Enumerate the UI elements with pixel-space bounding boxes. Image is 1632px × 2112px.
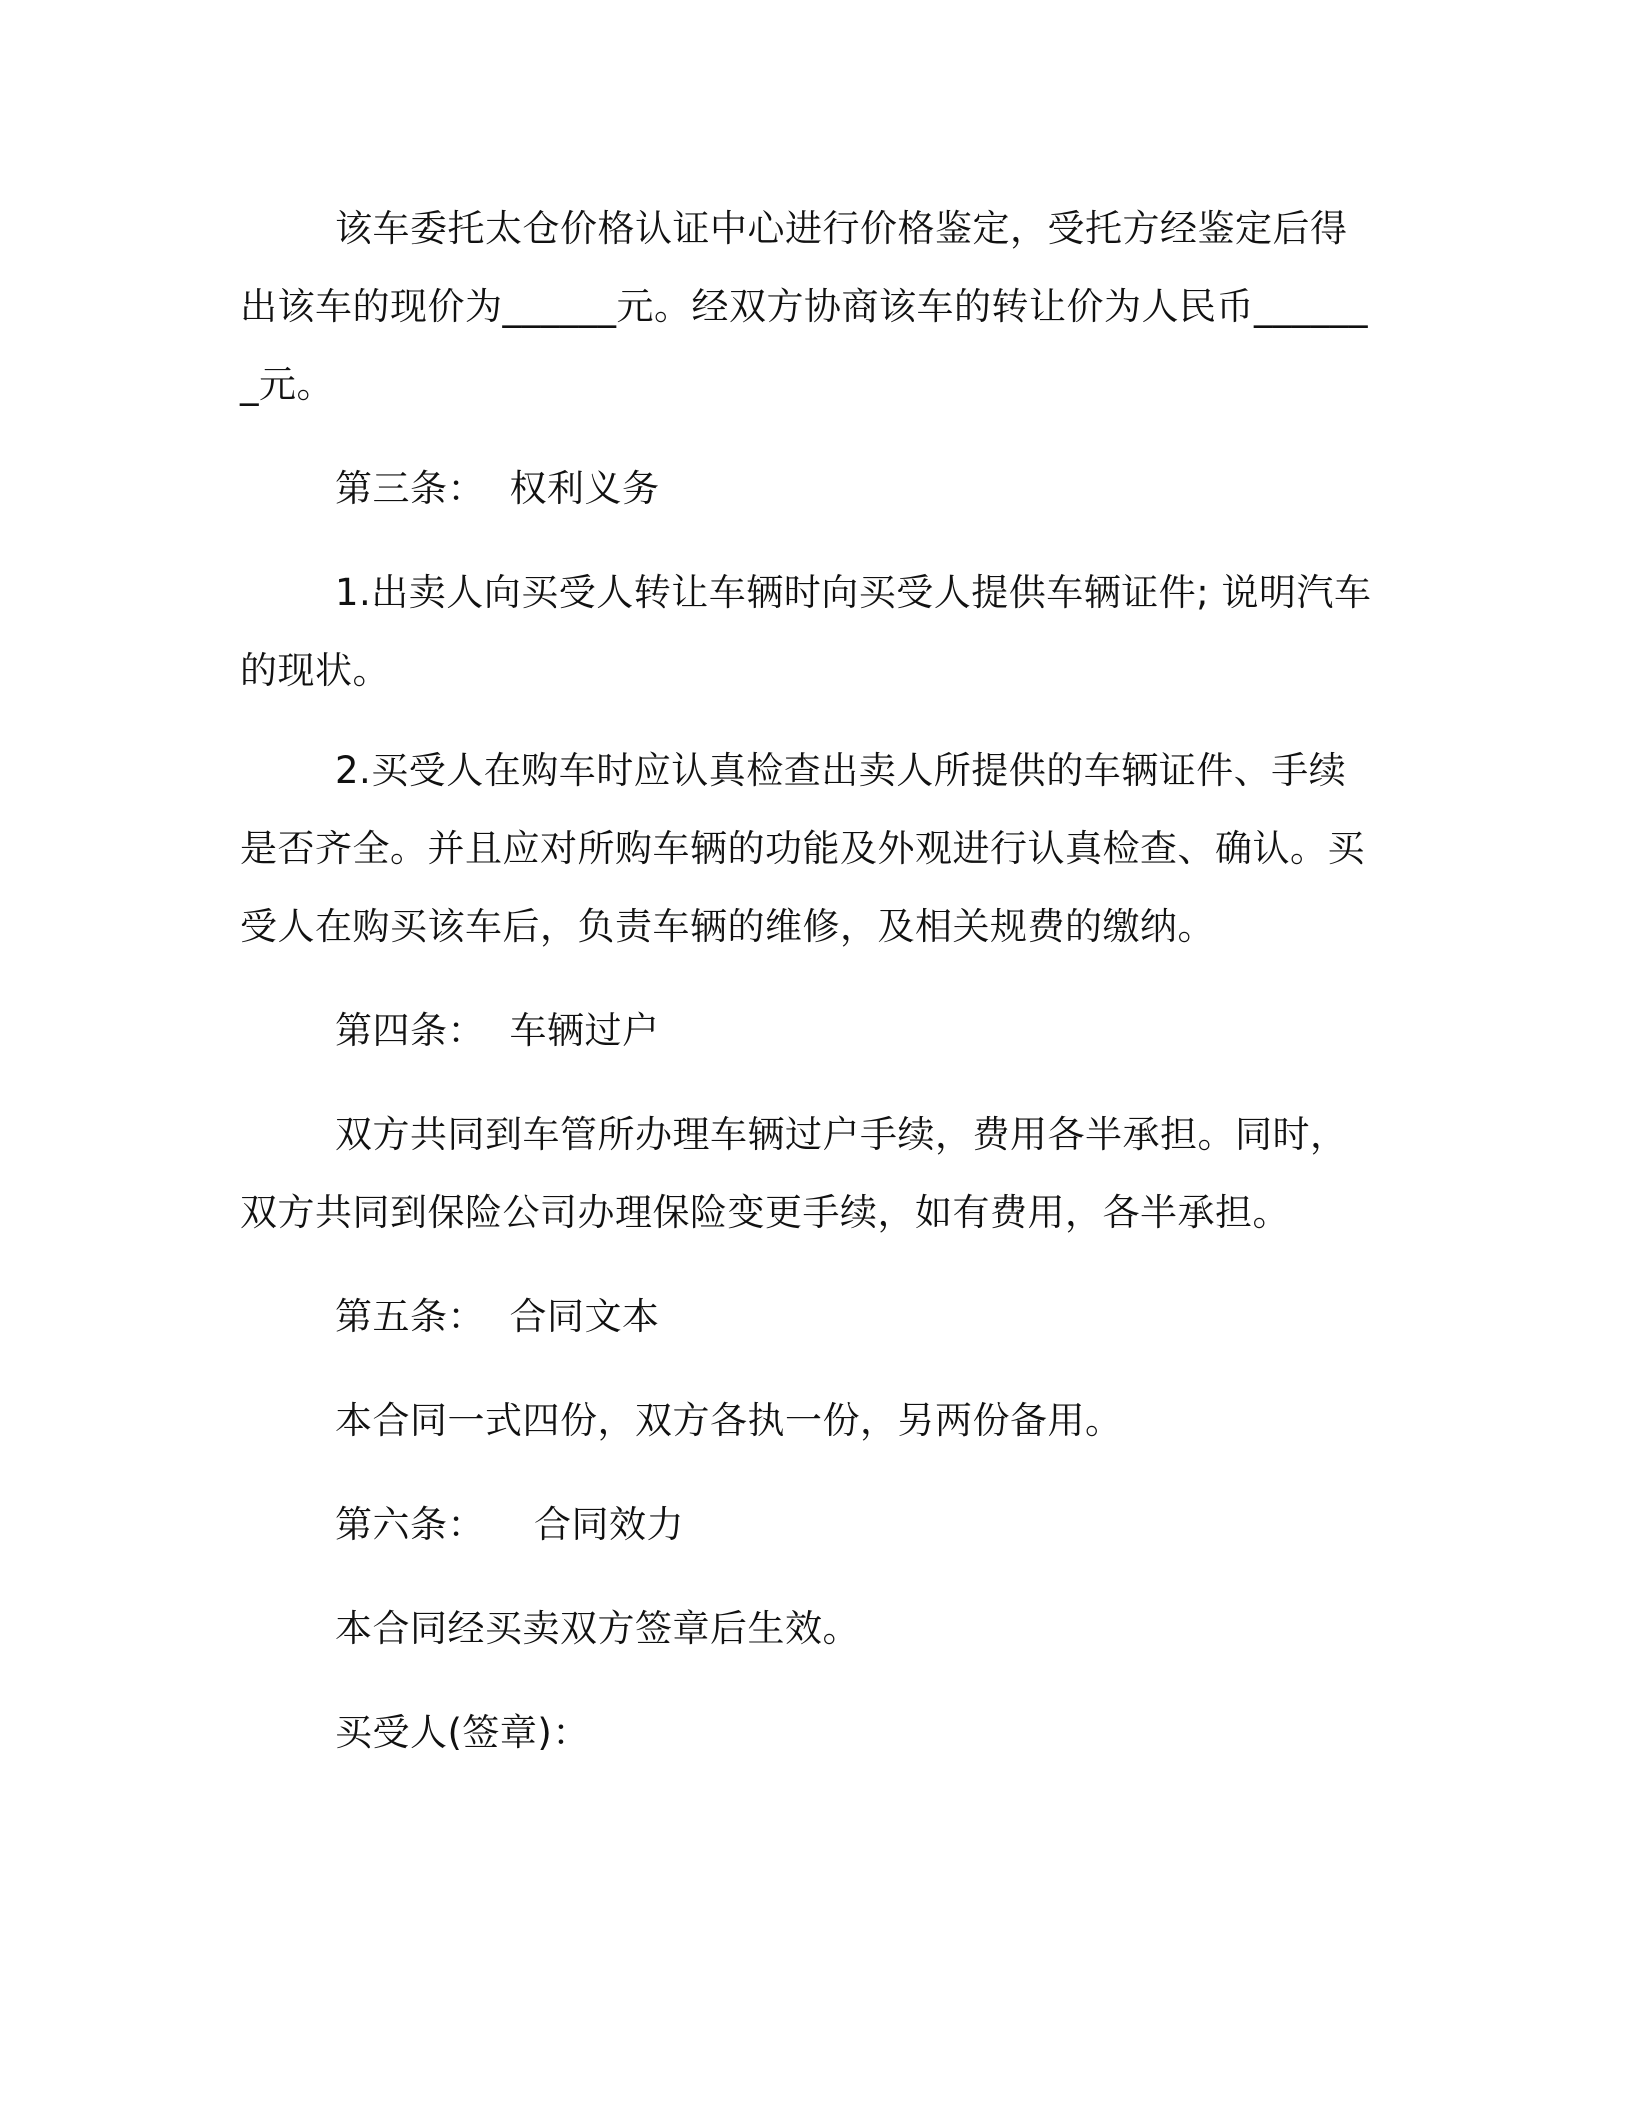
transfer-paragraph: 双方共同到车管所办理车辆过户手续，费用各半承担。同时，双方共同到保险公司办理保险变更手续，如有费用，各半承担。 xyxy=(240,1113,1348,1234)
article-3-heading: 第三条： 权利义务 xyxy=(335,467,660,510)
buyer-obligation-paragraph: 2.买受人在购车时应认真检查出卖人所提供的车辆证件、手续是否齐全。并且应对所购车辆的功能及外观进行认真检查、确认。买受人在购买该车后，负责车辆的维修，及相关规费的缴纳。 xyxy=(240,749,1365,948)
seller-obligation-paragraph: 1.出卖人向买受人转让车辆时向买受人提供车辆证件; 说明汽车的现状。 xyxy=(240,571,1372,692)
buyer-signature-line: 买受人(签章)： xyxy=(335,1711,590,1754)
document-page xyxy=(240,190,1380,1772)
copies-paragraph: 本合同一式四份，双方各执一份，另两份备用。 xyxy=(335,1399,1123,1442)
price-appraisal-paragraph: 该车委托太仓价格认证中心进行价格鉴定，受托方经鉴定后得出该车的现价为______元。经双方协商该车的转让价为人民币_______元。 xyxy=(240,207,1368,406)
article-5-heading: 第五条： 合同文本 xyxy=(335,1295,660,1338)
article-4-heading: 第四条： 车辆过户 xyxy=(335,1009,660,1052)
article-6-heading: 第六条： 合同效力 xyxy=(335,1503,685,1546)
validity-paragraph: 本合同经买卖双方签章后生效。 xyxy=(335,1607,860,1650)
